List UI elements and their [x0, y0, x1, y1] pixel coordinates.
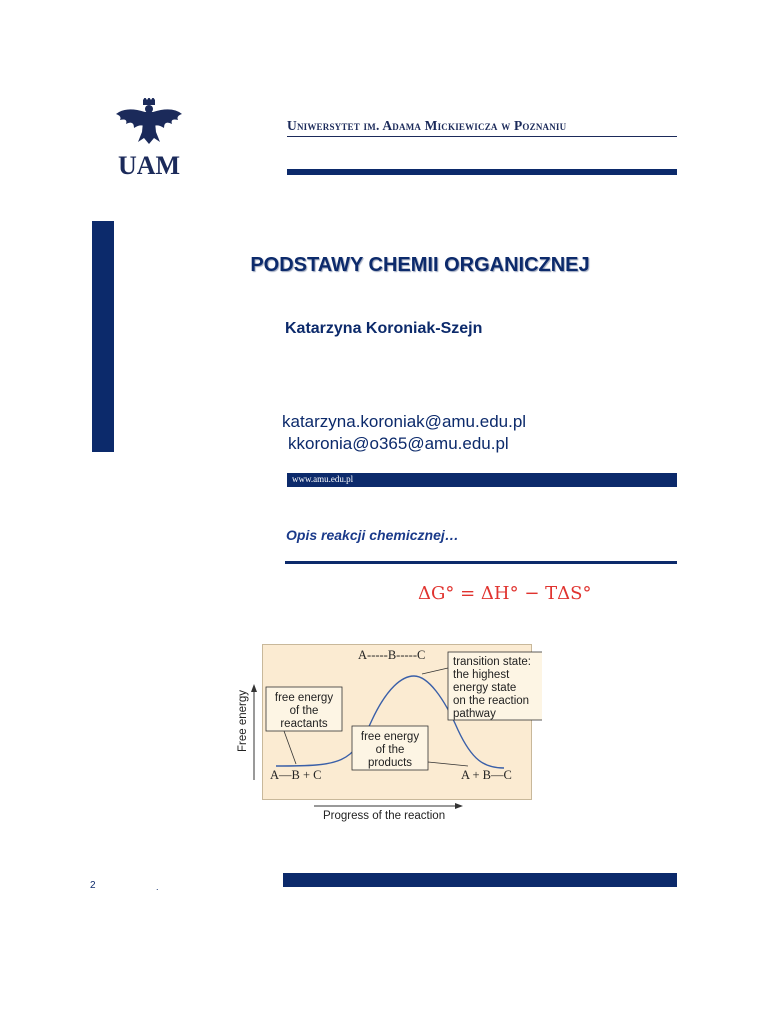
- slide-2-footer-bar: [283, 873, 677, 887]
- author-email-primary: katarzyna.koroniak@amu.edu.pl: [282, 412, 527, 431]
- callout-transition-line-3: energy state: [453, 682, 517, 694]
- page-dot: .: [156, 882, 159, 892]
- callout-transition-line-1: transition state:: [453, 656, 531, 668]
- y-axis-arrowhead: [251, 684, 257, 692]
- callout-reactants-line-1: free energy: [274, 692, 334, 704]
- callout-transition-pointer: [422, 668, 448, 674]
- callout-reactants-line-3: reactants: [280, 718, 328, 730]
- callout-transition-line-2: the highest: [453, 669, 510, 681]
- header-divider-thick: [287, 169, 677, 175]
- callout-products-pointer: [428, 762, 468, 766]
- slide-2-heading-underline: [285, 561, 677, 564]
- slide-title: PODSTAWY CHEMII ORGANICZNEJ: [250, 254, 590, 276]
- products-species: A + B—C: [461, 768, 512, 782]
- transition-species: A-----B-----C: [358, 648, 426, 662]
- reactants-species: A—B + C: [270, 768, 322, 782]
- y-axis-label: Free energy: [237, 689, 249, 752]
- author-email-secondary: kkoronia@o365@amu.edu.pl: [288, 434, 509, 453]
- x-axis-label: Progress of the reaction: [323, 810, 446, 822]
- callout-products-line-3: products: [367, 757, 413, 769]
- left-accent-bar: [92, 221, 114, 452]
- callout-transition-line-4: on the reaction: [453, 695, 530, 707]
- callout-transition-line-5: pathway: [453, 708, 496, 720]
- callout-reactants-pointer: [284, 731, 296, 764]
- author-name: Katarzyna Koroniak-Szejn: [285, 320, 483, 337]
- callout-products-line-1: free energy: [360, 731, 420, 743]
- page-number: 2: [90, 880, 96, 891]
- university-name: Uniwersytet im. Adama Mickiewicza w Poznaniu: [287, 118, 567, 133]
- callout-products-line-2: of the: [375, 744, 405, 756]
- university-eagle-logo: [112, 98, 186, 180]
- callout-reactants-line-2: of the: [289, 705, 319, 717]
- slide-2-heading: Opis reakcji chemicznej…: [286, 527, 459, 543]
- header-divider-thin: [287, 136, 677, 137]
- logo-text: UAM: [117, 151, 181, 180]
- x-axis-arrowhead: [455, 803, 463, 809]
- reaction-energy-diagram: [232, 640, 542, 830]
- gibbs-equation: ΔG° = ΔH° − TΔS°: [418, 583, 592, 604]
- footer-url: www.amu.edu.pl: [292, 474, 354, 484]
